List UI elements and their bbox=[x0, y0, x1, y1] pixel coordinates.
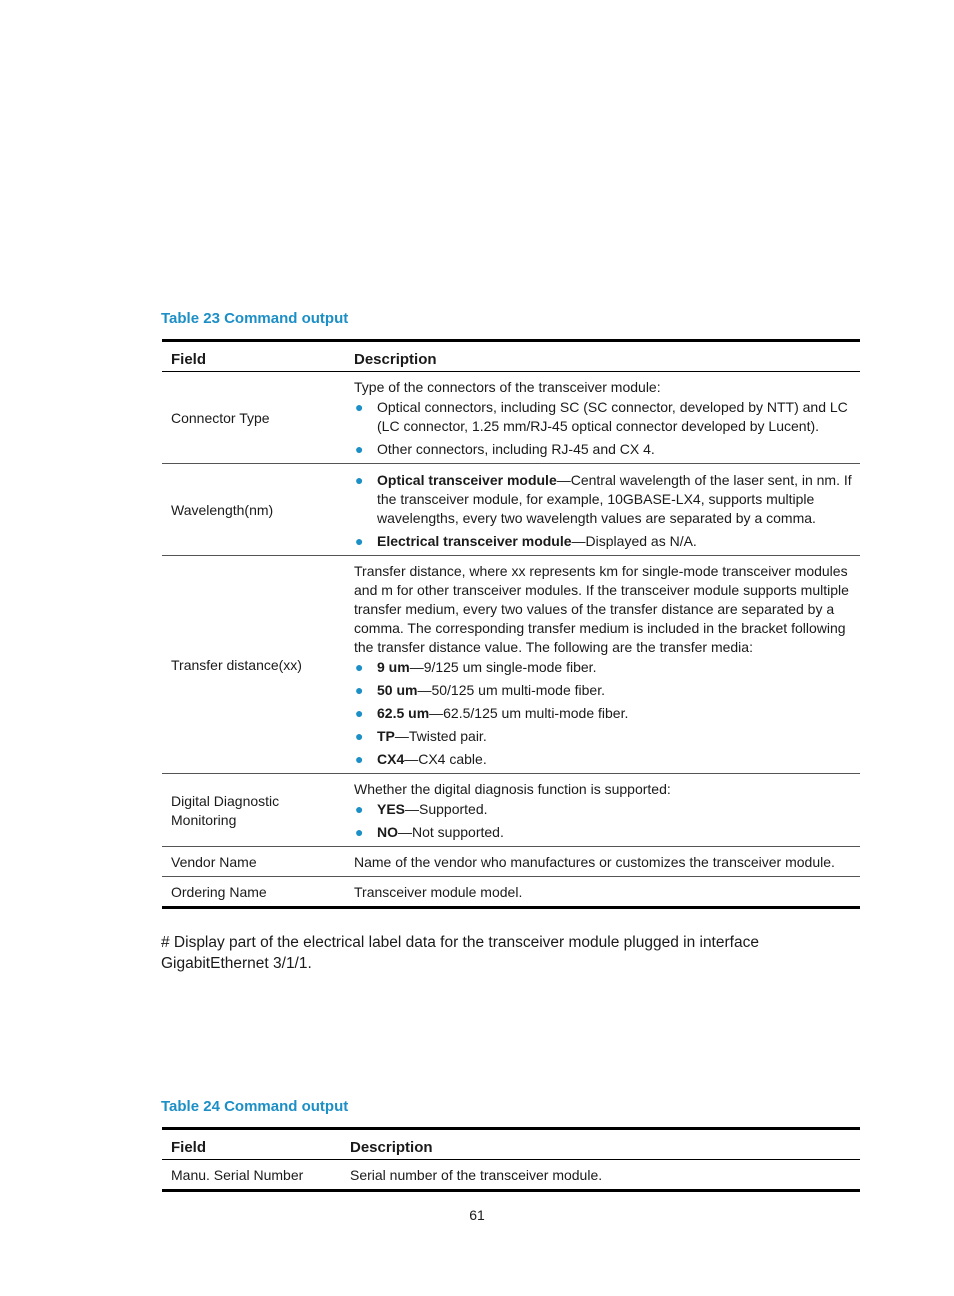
field-cell: Ordering Name bbox=[162, 877, 345, 908]
bullet-icon: ● bbox=[355, 472, 364, 488]
bullet-list bbox=[354, 800, 852, 842]
display-paragraph: # Display part of the electrical label data for the transceiver module plugged in interface GigabitEthernet 3/1/1. bbox=[161, 934, 759, 972]
list-item bbox=[354, 681, 852, 700]
bullet-text: Other connectors, including RJ-45 and CX 4. bbox=[377, 441, 655, 457]
bullet-text: —9/125 um single-mode fiber. bbox=[409, 659, 597, 675]
description-text: Transceiver module model. bbox=[354, 884, 523, 900]
table-row bbox=[162, 1160, 860, 1191]
description-text: Serial number of the transceiver module. bbox=[350, 1167, 603, 1183]
page-number: 61 bbox=[469, 1207, 485, 1223]
field-cell: Wavelength(nm) bbox=[162, 464, 345, 556]
description-text: Whether the digital diagnosis function is supported: bbox=[354, 781, 671, 797]
table-24 bbox=[162, 1127, 860, 1192]
table-row bbox=[162, 464, 860, 556]
description-text: Name of the vendor who manufactures or customizes the transceiver module. bbox=[354, 854, 835, 870]
list-item bbox=[354, 398, 852, 436]
bullet-text: —Not supported. bbox=[398, 824, 504, 840]
list-item bbox=[354, 750, 852, 769]
bullet-list bbox=[354, 398, 852, 459]
bullet-text: —62.5/125 um multi-mode fiber. bbox=[429, 705, 629, 721]
field-cell: Connector Type bbox=[162, 372, 345, 464]
bullet-term: Electrical transceiver module bbox=[377, 533, 572, 549]
bullet-text: —Central wavelength of the laser sent, in nm. If the transceiver module, for example, 10GBASE-LX4, supports multiple wavelengths, every two wavelength values are separated by a comma. bbox=[377, 472, 852, 526]
bullet-text: Optical connectors, including SC (SC connector, developed by NTT) and LC (LC connector, 1.25 mm/RJ-45 optical connector developed by Lucent). bbox=[377, 399, 848, 434]
list-item bbox=[354, 440, 852, 459]
bullet-icon: ● bbox=[355, 659, 364, 675]
list-item bbox=[354, 704, 852, 723]
list-item bbox=[354, 800, 852, 819]
bullet-icon: ● bbox=[355, 533, 364, 549]
bullet-icon: ● bbox=[355, 801, 364, 817]
bullet-icon: ● bbox=[355, 441, 364, 457]
bullet-text: —50/125 um multi-mode fiber. bbox=[417, 682, 605, 698]
table-row bbox=[162, 774, 860, 847]
table-23-caption: Table 23 Command output bbox=[161, 310, 349, 327]
bullet-icon: ● bbox=[355, 705, 364, 721]
list-item bbox=[354, 658, 852, 677]
bullet-term: Optical transceiver module bbox=[377, 472, 557, 488]
table-24-caption: Table 24 Command output bbox=[161, 1098, 349, 1115]
description-cell bbox=[341, 1160, 860, 1191]
column-header-description: Description bbox=[341, 1129, 860, 1160]
bullet-term: TP bbox=[377, 728, 395, 744]
field-cell: Digital Diagnostic Monitoring bbox=[162, 774, 345, 847]
list-item bbox=[354, 532, 852, 551]
description-cell bbox=[345, 877, 860, 908]
table-row bbox=[162, 877, 860, 908]
description-cell bbox=[345, 774, 860, 847]
description-cell bbox=[345, 372, 860, 464]
bullet-term: YES bbox=[377, 801, 406, 817]
table-row bbox=[162, 556, 860, 774]
column-header-field: Field bbox=[162, 1129, 341, 1160]
bullet-icon: ● bbox=[355, 728, 364, 744]
description-text: Type of the connectors of the transceiver module: bbox=[354, 379, 661, 395]
table-row bbox=[162, 847, 860, 877]
table-23 bbox=[162, 339, 860, 909]
bullet-text: —Displayed as N/A. bbox=[571, 533, 697, 549]
bullet-text: —Supported. bbox=[405, 801, 488, 817]
bullet-term: 62.5 um bbox=[377, 705, 430, 721]
description-cell bbox=[345, 847, 860, 877]
table-row bbox=[162, 372, 860, 464]
bullet-icon: ● bbox=[355, 399, 364, 415]
field-cell: Transfer distance(xx) bbox=[162, 556, 345, 774]
bullet-list bbox=[354, 658, 852, 769]
bullet-term: 50 um bbox=[377, 682, 418, 698]
column-header-description: Description bbox=[345, 341, 860, 372]
description-cell bbox=[345, 464, 860, 556]
list-item bbox=[354, 823, 852, 842]
bullet-text: —CX4 cable. bbox=[404, 751, 487, 767]
field-cell: Manu. Serial Number bbox=[162, 1160, 341, 1191]
bullet-term: 9 um bbox=[377, 659, 410, 675]
bullet-icon: ● bbox=[355, 682, 364, 698]
bullet-list bbox=[354, 471, 852, 551]
list-item bbox=[354, 471, 852, 528]
column-header-field: Field bbox=[162, 341, 345, 372]
bullet-icon: ● bbox=[355, 751, 364, 767]
bullet-term: CX4 bbox=[377, 751, 405, 767]
description-cell bbox=[345, 556, 860, 774]
field-cell: Vendor Name bbox=[162, 847, 345, 877]
bullet-icon: ● bbox=[355, 824, 364, 840]
list-item bbox=[354, 727, 852, 746]
description-text: Transfer distance, where xx represents km for single-mode transceiver modules and m for other transceiver modules. If the transceiver module supports multiple transfer medium, every two values of the transfer distance are separated by a comma. The corresponding transfer medium is included in the bracket following the transfer distance value. The following are the transfer media: bbox=[354, 563, 849, 655]
bullet-term: NO bbox=[377, 824, 398, 840]
bullet-text: —Twisted pair. bbox=[394, 728, 487, 744]
